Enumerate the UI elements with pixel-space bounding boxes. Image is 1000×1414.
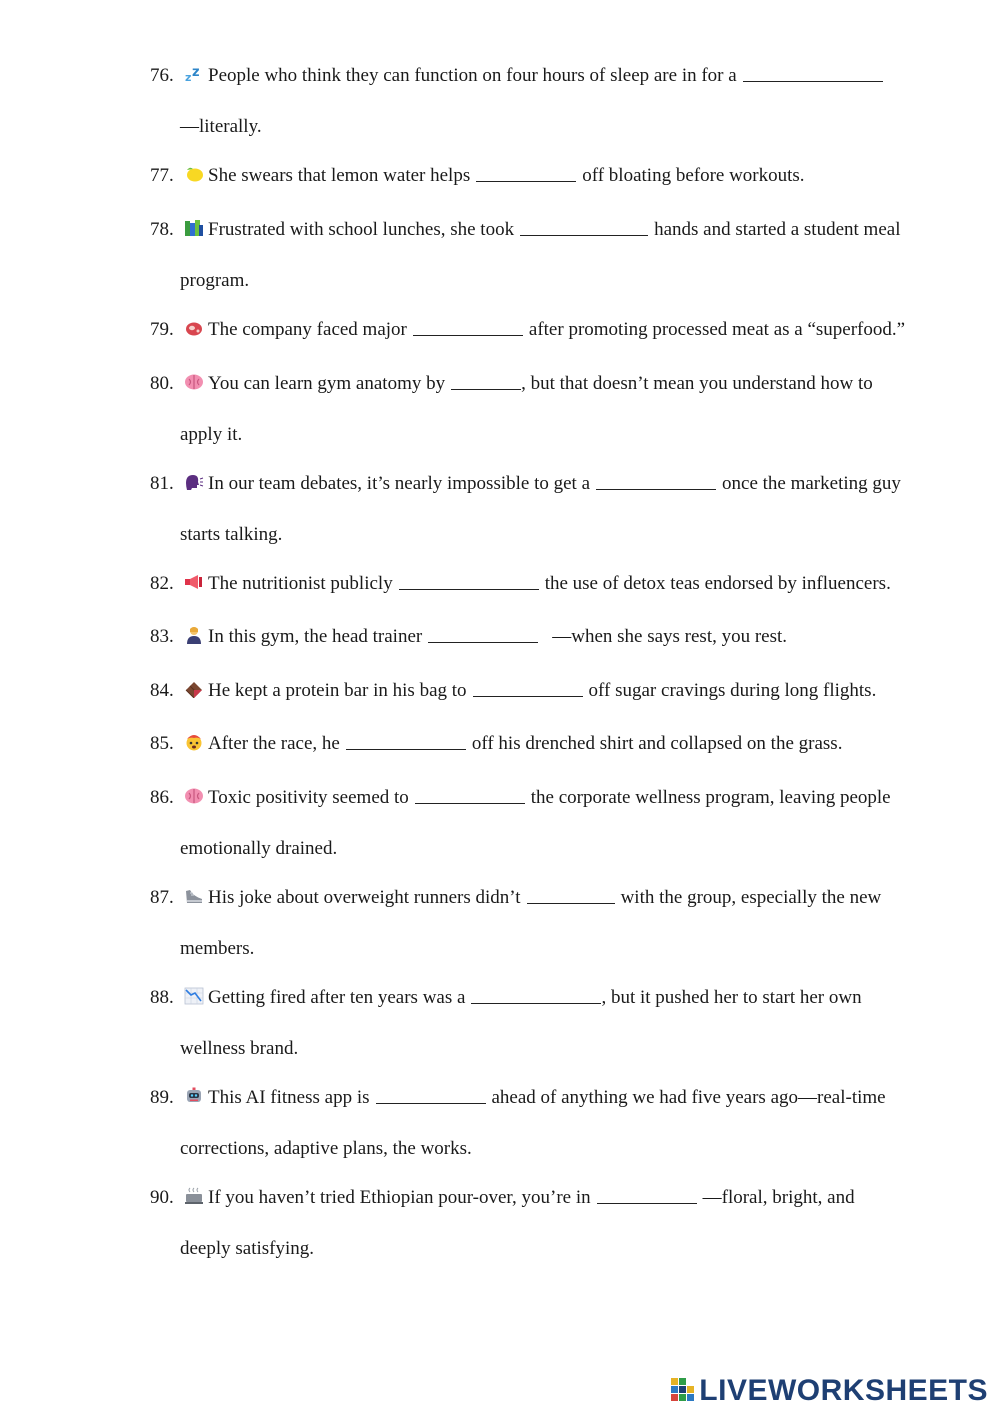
liveworksheets-wordmark: LIVEWORKSHEETS bbox=[699, 1374, 988, 1407]
question-text-continued: emotionally drained. bbox=[180, 838, 338, 859]
answer-blank[interactable] bbox=[596, 473, 716, 490]
question-text-after: , but that doesn’t mean you understand how to bbox=[521, 373, 873, 394]
answer-blank[interactable] bbox=[473, 680, 583, 697]
question-number: 86. bbox=[150, 787, 174, 808]
answer-blank[interactable] bbox=[376, 1087, 486, 1104]
answer-blank[interactable] bbox=[597, 1187, 697, 1204]
question-number: 87. bbox=[150, 887, 174, 908]
brain-icon bbox=[184, 373, 204, 391]
question-text-after: off his drenched shirt and collapsed on the grass. bbox=[471, 733, 843, 754]
question-text-continued: wellness brand. bbox=[180, 1038, 299, 1059]
question-number: 84. bbox=[150, 680, 174, 701]
question-number: 78. bbox=[150, 219, 174, 240]
question-text-after: hands and started a student meal bbox=[654, 219, 901, 240]
question-text-before: In this gym, the head trainer bbox=[208, 626, 423, 647]
question-number: 80. bbox=[150, 373, 174, 394]
question-number: 85. bbox=[150, 733, 174, 754]
meat-icon bbox=[184, 319, 204, 337]
question-text-after: after promoting processed meat as a “superfood.” bbox=[528, 319, 906, 340]
question-number: 83. bbox=[150, 626, 174, 647]
question-text-before: Toxic positivity seemed to bbox=[208, 787, 409, 808]
question-text-after: —when she says rest, you rest. bbox=[552, 626, 788, 647]
chocolate-bar-icon bbox=[184, 680, 204, 698]
running-shoe-icon bbox=[184, 887, 204, 905]
speaking-head-icon bbox=[184, 473, 204, 491]
question-text-after: , but it pushed her to start her own bbox=[601, 987, 862, 1008]
question-number: 79. bbox=[150, 319, 174, 340]
exhausted-face-icon bbox=[184, 733, 204, 751]
question-number: 82. bbox=[150, 573, 174, 594]
question-text-before: Frustrated with school lunches, she took bbox=[208, 219, 515, 240]
question-number: 76. bbox=[150, 65, 174, 86]
question-text-continued: apply it. bbox=[180, 424, 243, 445]
answer-blank[interactable] bbox=[471, 987, 601, 1004]
answer-blank[interactable] bbox=[413, 319, 523, 336]
question-text-before: This AI fitness app is bbox=[208, 1087, 370, 1108]
liveworksheets-grid-icon bbox=[671, 1378, 695, 1404]
liveworksheets-logo[interactable] bbox=[671, 1374, 988, 1408]
question-text-after: the use of detox teas endorsed by influencers. bbox=[544, 573, 891, 594]
chart-decreasing-icon bbox=[184, 987, 204, 1005]
question-text-continued: —literally. bbox=[180, 116, 262, 137]
question-number: 88. bbox=[150, 987, 174, 1008]
question-text-after: with the group, especially the new bbox=[620, 887, 882, 908]
lemon-icon bbox=[184, 165, 204, 183]
answer-blank[interactable] bbox=[415, 787, 525, 804]
question-text-after: ahead of anything we had five years ago—real-time bbox=[491, 1087, 886, 1108]
question-text-before: In our team debates, it’s nearly impossible to get a bbox=[208, 473, 591, 494]
question-text-before: His joke about overweight runners didn’t bbox=[208, 887, 521, 908]
question-text-before: The company faced major bbox=[208, 319, 407, 340]
megaphone-icon bbox=[184, 573, 204, 591]
question-text-continued: program. bbox=[180, 270, 250, 291]
trainer-icon bbox=[184, 626, 204, 644]
question-text-after: —floral, bright, and bbox=[702, 1187, 855, 1208]
question-text-after: once the marketing guy bbox=[722, 473, 901, 494]
question-text-after: off bloating before workouts. bbox=[582, 165, 805, 186]
svg-text:z: z bbox=[185, 71, 192, 83]
question-number: 89. bbox=[150, 1087, 174, 1108]
answer-blank[interactable] bbox=[428, 626, 538, 643]
hot-drink-icon bbox=[184, 1187, 204, 1205]
svg-text:z: z bbox=[192, 65, 200, 80]
question-text-before: He kept a protein bar in his bag to bbox=[208, 680, 467, 701]
sleep-zzz-icon bbox=[184, 65, 204, 83]
answer-blank[interactable] bbox=[399, 573, 539, 590]
answer-blank[interactable] bbox=[451, 373, 521, 390]
question-text-continued: starts talking. bbox=[180, 524, 283, 545]
books-icon bbox=[184, 219, 204, 237]
question-text-after: off sugar cravings during long flights. bbox=[588, 680, 877, 701]
brain-icon bbox=[184, 787, 204, 805]
question-text-continued: corrections, adaptive plans, the works. bbox=[180, 1138, 472, 1159]
question-text-before: Getting fired after ten years was a bbox=[208, 987, 466, 1008]
question-text-after: the corporate wellness program, leaving people bbox=[530, 787, 891, 808]
question-number: 90. bbox=[150, 1187, 174, 1208]
answer-blank[interactable] bbox=[520, 219, 648, 236]
answer-blank[interactable] bbox=[346, 733, 466, 750]
robot-icon bbox=[184, 1087, 204, 1105]
question-text-before: You can learn gym anatomy by bbox=[208, 373, 446, 394]
answer-blank[interactable] bbox=[476, 165, 576, 182]
question-text-before: She swears that lemon water helps bbox=[208, 165, 471, 186]
answer-blank[interactable] bbox=[527, 887, 615, 904]
question-text-continued: members. bbox=[180, 938, 255, 959]
question-number: 81. bbox=[150, 473, 174, 494]
question-text-before: After the race, he bbox=[208, 733, 340, 754]
answer-blank[interactable] bbox=[743, 65, 883, 82]
question-text-before: The nutritionist publicly bbox=[208, 573, 393, 594]
question-number: 77. bbox=[150, 165, 174, 186]
question-text-before: People who think they can function on four hours of sleep are in for a bbox=[208, 65, 737, 86]
question-text-continued: deeply satisfying. bbox=[180, 1238, 315, 1259]
question-text-before: If you haven’t tried Ethiopian pour-over, you’re in bbox=[208, 1187, 591, 1208]
